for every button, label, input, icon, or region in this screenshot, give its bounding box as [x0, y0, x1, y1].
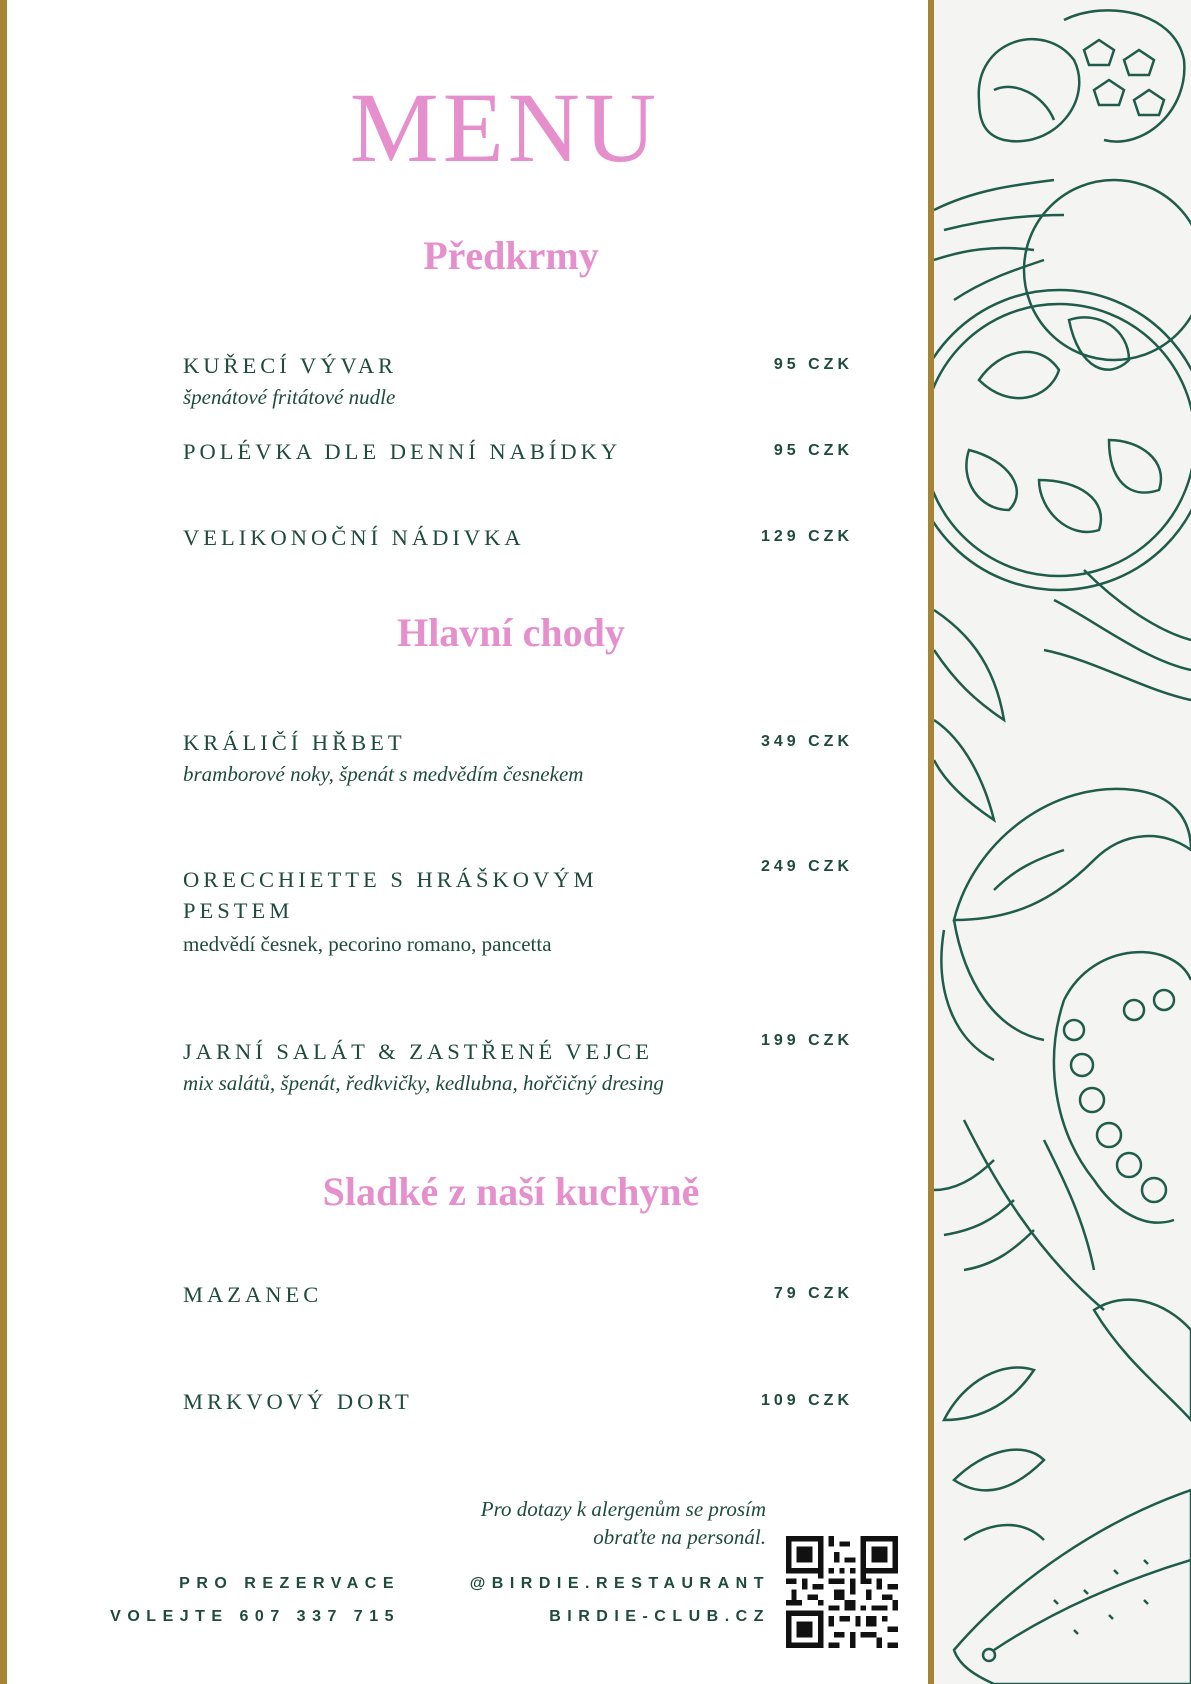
item-price: 109 CZK [760, 1392, 853, 1409]
menu-item [183, 350, 853, 411]
item-description: medvědí česnek, pecorino romano, pancetta [183, 932, 552, 956]
shrimp-illustration [941, 789, 1191, 1060]
arugula-illustration [934, 570, 1191, 820]
item-price: 349 CZK [760, 733, 853, 750]
allergen-note [390, 1495, 766, 1551]
item-price: 129 CZK [760, 528, 853, 545]
qr-code-icon[interactable] [786, 1536, 898, 1648]
carrot-illustration [934, 1120, 1191, 1420]
menu-item [183, 1032, 853, 1097]
item-description: mix salátů, špenát, ředkvičky, kedlubna, hořčičný dresing [183, 1071, 664, 1095]
section-heading-desserts: Sladké z naší kuchyně [322, 1169, 700, 1214]
menu-item [183, 1279, 853, 1310]
item-price: 199 CZK [760, 1032, 853, 1049]
menu-title: MENU [349, 72, 661, 183]
menu-item [183, 858, 853, 958]
menu-item [183, 522, 853, 553]
item-price: 95 CZK [773, 442, 853, 459]
item-name: MAZANEC [183, 1282, 323, 1307]
item-name: JARNÍ SALÁT & ZASTŘENÉ VEJCE [183, 1039, 653, 1064]
menu-item [183, 1386, 853, 1417]
allergen-note-line2: obraťte na personál. [593, 1525, 766, 1549]
parsley-illustration [944, 1367, 1044, 1540]
item-price: 249 CZK [760, 858, 853, 875]
reservation-label: PRO REZERVACE [179, 1575, 400, 1592]
website-link[interactable]: BIRDIE-CLUB.CZ [549, 1608, 770, 1625]
item-name: KUŘECÍ VÝVAR [183, 353, 398, 378]
item-description: bramborové noky, špenát s medvědím česnekem [183, 762, 584, 786]
item-price: 95 CZK [773, 356, 853, 373]
item-name: KRÁLIČÍ HŘBET [183, 730, 406, 755]
item-name: POLÉVKA DLE DENNÍ NABÍDKY [183, 439, 622, 464]
reservation-phone[interactable]: VOLEJTE 607 337 715 [110, 1608, 400, 1625]
item-description: špenátové fritátové nudle [183, 385, 396, 409]
item-price: 79 CZK [773, 1285, 853, 1302]
item-name: ORECCHIETTE S HRÁŠKOVÝM PESTEM [183, 867, 598, 923]
instagram-handle[interactable]: @BIRDIE.RESTAURANT [469, 1575, 770, 1592]
fish-illustration [954, 1490, 1191, 1684]
menu-item [183, 727, 853, 788]
menu-item [183, 436, 853, 467]
octopus-illustration [1054, 952, 1191, 1222]
section-heading-mains: Hlavní chody [397, 610, 625, 655]
section-heading-starters: Předkrmy [423, 233, 599, 278]
allergen-note-line1: Pro dotazy k alergenům se prosím [480, 1497, 766, 1521]
item-name: MRKVOVÝ DORT [183, 1389, 413, 1414]
item-name: VELIKONOČNÍ NÁDIVKA [183, 525, 525, 550]
